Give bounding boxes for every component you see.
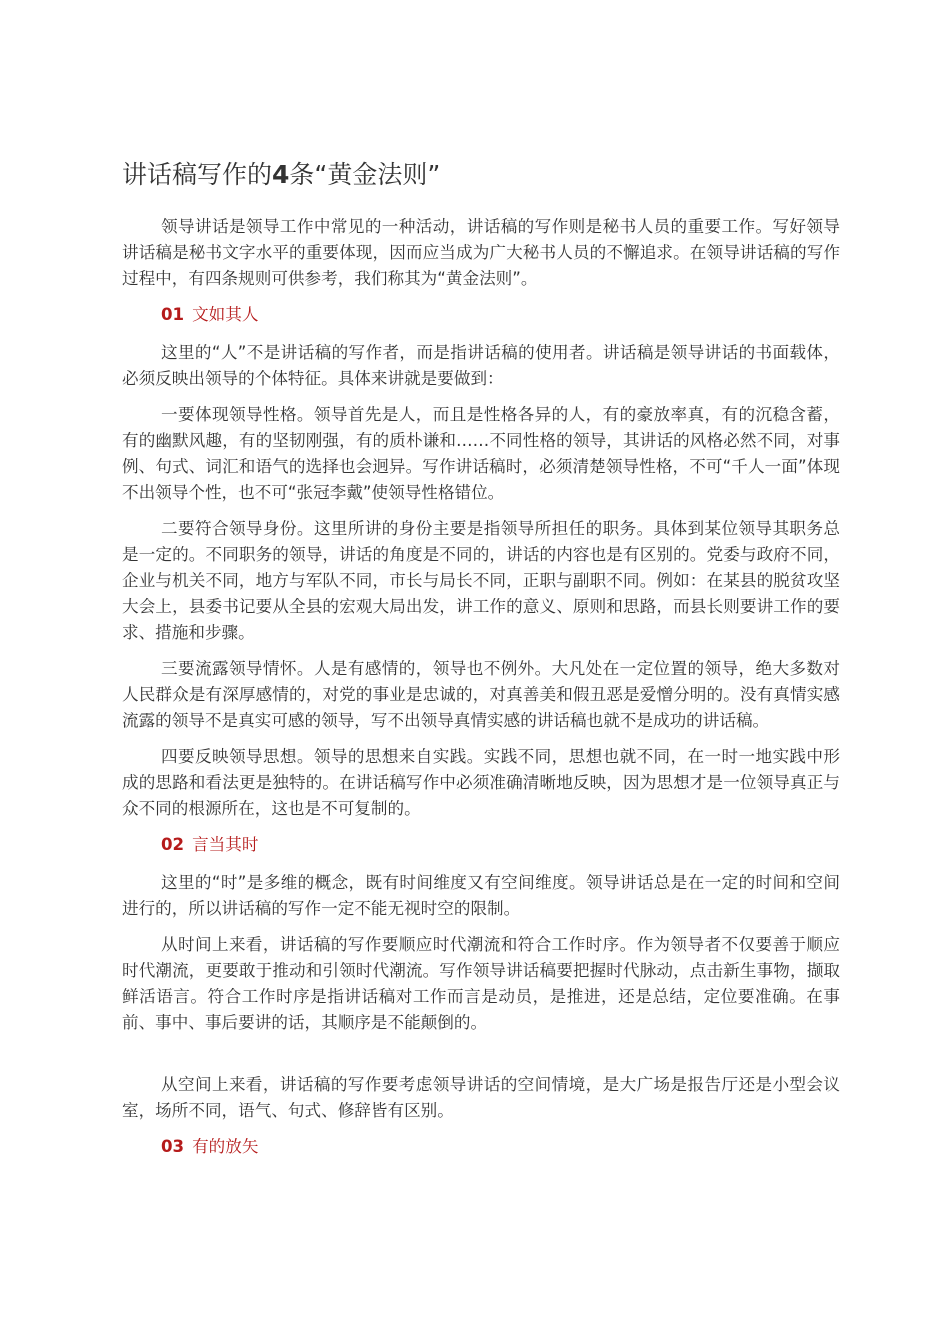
section-heading-03: [122, 1134, 840, 1160]
title-prefix: 讲话稿写作的: [122, 160, 273, 189]
body-paragraph: 四要反映领导思想。领导的思想来自实践。实践不同，思想也就不同，在一时一地实践中形成的思路和看法更是独特的。在讲话稿写作中必须准确清晰地反映，因为思想才是一位领导真正与众不同的根源所在，这也是不可复制的。: [122, 747, 840, 818]
section-title: 文如其人: [192, 305, 259, 324]
body-paragraph: 这里的“时”是多维的概念，既有时间维度又有空间维度。领导讲话总是在一定的时间和空间进行的，所以讲话稿的写作一定不能无视时空的限制。: [122, 873, 840, 918]
document-page: [122, 158, 840, 1172]
article-title: [122, 158, 840, 192]
section-number: 02: [161, 835, 185, 854]
section-title: 有的放矢: [192, 1137, 259, 1156]
section-heading-01: [122, 302, 840, 328]
section-number: 01: [161, 305, 185, 324]
body-paragraph: 从空间上来看，讲话稿的写作要考虑领导讲话的空间情境，是大广场是报告厅还是小型会议室，场所不同，语气、句式、修辞皆有区别。: [122, 1075, 840, 1120]
title-number: 4: [272, 160, 290, 189]
section-number: 03: [161, 1137, 185, 1156]
body-paragraph: 三要流露领导情怀。人是有感情的，领导也不例外。大凡处在一定位置的领导，绝大多数对人民群众是有深厚感情的，对党的事业是忠诚的，对真善美和假丑恶是爱憎分明的。没有真情实感流露的领导不是真实可感的领导，写不出领导真情实感的讲话稿也就不是成功的讲话稿。: [122, 659, 840, 730]
body-paragraph: 二要符合领导身份。这里所讲的身份主要是指领导所担任的职务。具体到某位领导其职务总是一定的。不同职务的领导，讲话的角度是不同的，讲话的内容也是有区别的。党委与政府不同，企业与机关不同，地方与军队不同，市长与局长不同，正职与副职不同。例如：在某县的脱贫攻坚大会上，县委书记要从全县的宏观大局出发，讲工作的意义、原则和思路，而县长则要讲工作的要求、措施和步骤。: [122, 519, 840, 642]
title-suffix: 条“黄金法则”: [289, 160, 441, 189]
body-paragraph: 一要体现领导性格。领导首先是人，而且是性格各异的人，有的豪放率真，有的沉稳含蓄，有的幽默风趣，有的坚韧刚强，有的质朴谦和……不同性格的领导，其讲话的风格必然不同，对事例、句式、词汇和语气的选择也会迥异。写作讲话稿时，必须清楚领导性格，不可“千人一面”体现不出领导个性，也不可“张冠李戴”使领导性格错位。: [122, 405, 840, 502]
intro-paragraph: 领导讲话是领导工作中常见的一种活动，讲话稿的写作则是秘书人员的重要工作。写好领导讲话稿是秘书文字水平的重要体现，因而应当成为广大秘书人员的不懈追求。在领导讲话稿的写作过程中，有四条规则可供参考，我们称其为“黄金法则”。: [122, 217, 840, 288]
body-paragraph: 从时间上来看，讲话稿的写作要顺应时代潮流和符合工作时序。作为领导者不仅要善于顺应时代潮流，更要敢于推动和引领时代潮流。写作领导讲话稿要把握时代脉动，点击新生事物，撷取鲜活语言。符合工作时序是指讲话稿对工作而言是动员，是推进，还是总结，定位要准确。在事前、事中、事后要讲的话，其顺序是不能颠倒的。: [122, 935, 840, 1032]
body-paragraph: 这里的“人”不是讲话稿的写作者，而是指讲话稿的使用者。讲话稿是领导讲话的书面载体，必须反映出领导的个体特征。具体来讲就是要做到：: [122, 343, 840, 388]
section-title: 言当其时: [192, 835, 259, 854]
section-heading-02: [122, 832, 840, 858]
